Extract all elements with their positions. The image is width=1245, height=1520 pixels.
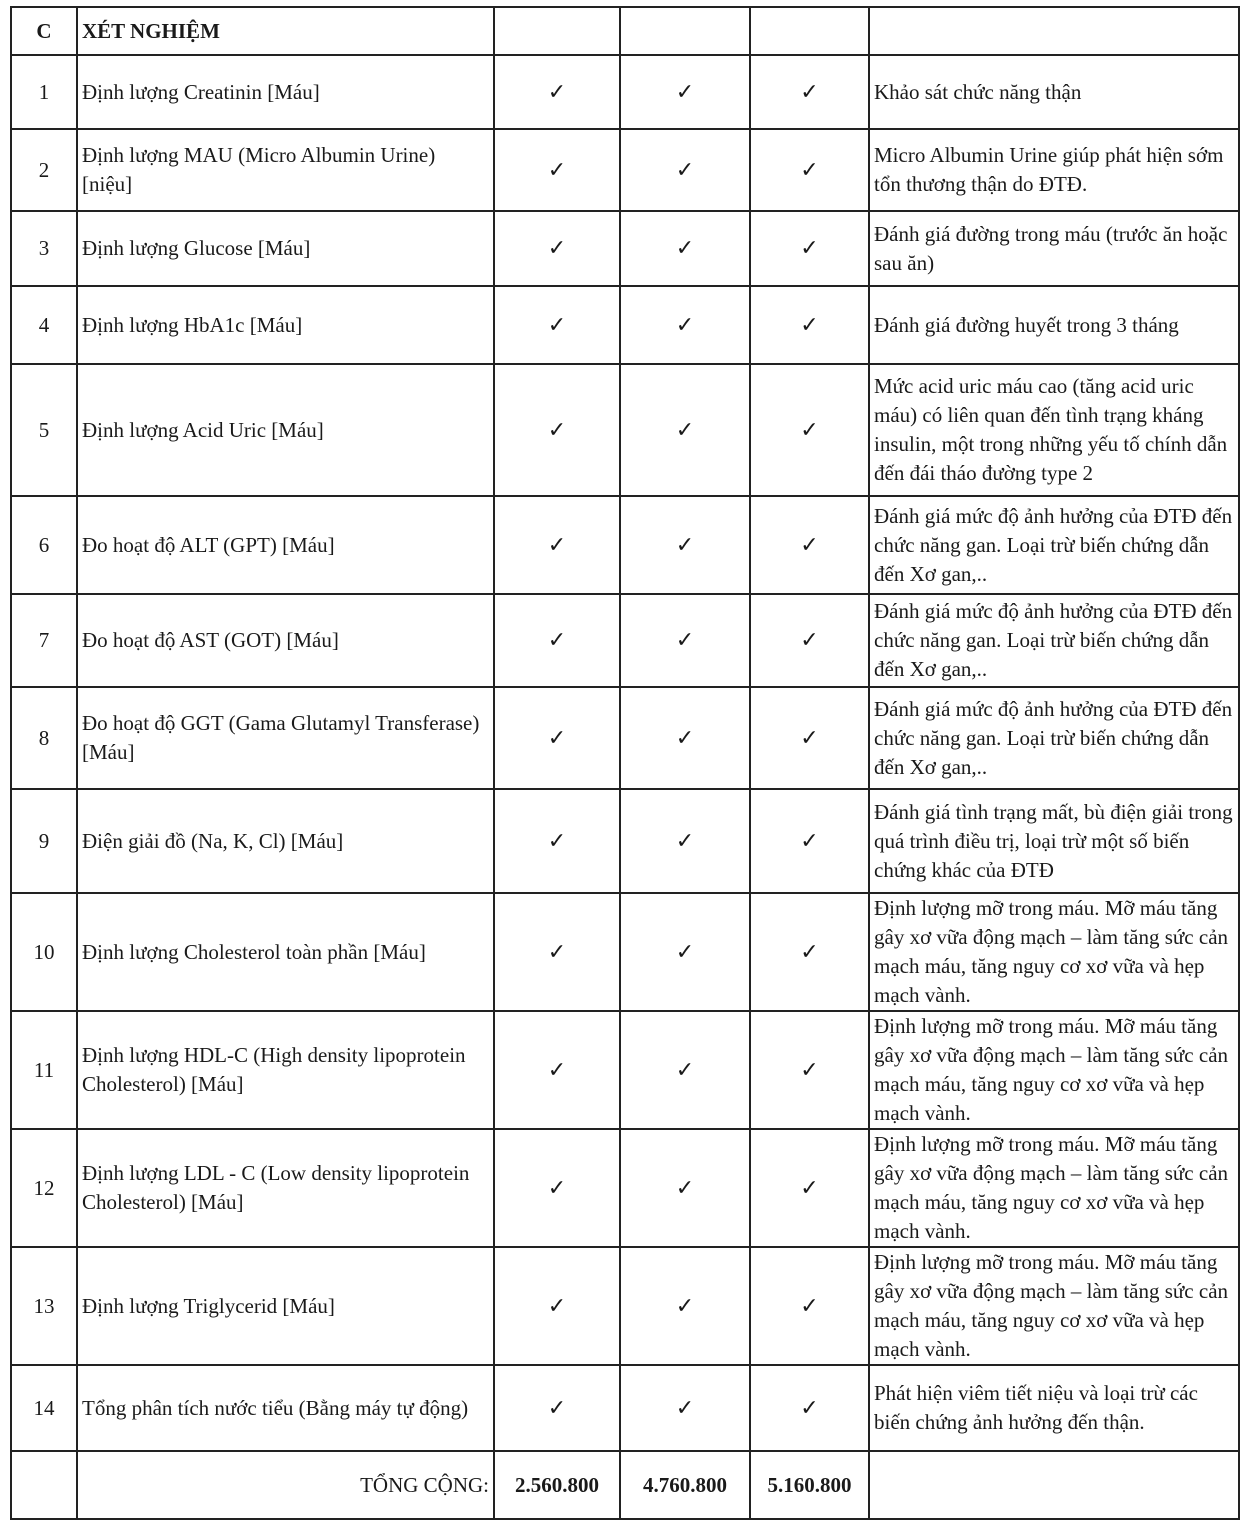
package-1-check: ✓: [494, 286, 620, 364]
package-3-check: ✓: [750, 129, 869, 211]
test-name: Định lượng Creatinin [Máu]: [77, 55, 494, 129]
package-3-check: ✓: [750, 211, 869, 286]
test-note: Phát hiện viêm tiết niệu và loại trừ các biến chứng ảnh hưởng đến thận.: [869, 1365, 1239, 1451]
package-2-check: ✓: [620, 594, 750, 687]
table-row: [11, 1011, 1239, 1129]
package-3-check: ✓: [750, 1247, 869, 1365]
table-row: [11, 1129, 1239, 1247]
package-1-check: ✓: [494, 594, 620, 687]
package-2-check: ✓: [620, 687, 750, 789]
table-row: [11, 594, 1239, 687]
package-3-check: ✓: [750, 1365, 869, 1451]
test-name: Điện giải đồ (Na, K, Cl) [Máu]: [77, 789, 494, 893]
table-row: [11, 211, 1239, 286]
test-name: Định lượng Glucose [Máu]: [77, 211, 494, 286]
row-number: 2: [11, 129, 77, 211]
package-2-check: ✓: [620, 893, 750, 1011]
test-note: Mức acid uric máu cao (tăng acid uric máu) có liên quan đến tình trạng kháng insulin, một trong những yếu tố chính dẫn đến đái tháo đường type 2: [869, 364, 1239, 496]
test-note: Đánh giá mức độ ảnh hưởng của ĐTĐ đến chức năng gan. Loại trừ biến chứng dẫn đến Xơ gan,..: [869, 594, 1239, 687]
test-note: Định lượng mỡ trong máu. Mỡ máu tăng gây xơ vữa động mạch – làm tăng sức cản mạch máu, tăng nguy cơ xơ vữa và hẹp mạch vành.: [869, 893, 1239, 1011]
lab-tests-table: [10, 6, 1240, 1520]
test-note: Đánh giá mức độ ảnh hưởng của ĐTĐ đến chức năng gan. Loại trừ biến chứng dẫn đến Xơ gan,..: [869, 687, 1239, 789]
row-number: 5: [11, 364, 77, 496]
table-row: [11, 893, 1239, 1011]
package-2-check: ✓: [620, 1247, 750, 1365]
package-1-check: ✓: [494, 55, 620, 129]
section-title: XÉT NGHIỆM: [77, 7, 494, 55]
table-row: [11, 364, 1239, 496]
row-number: 8: [11, 687, 77, 789]
package-1-check: ✓: [494, 1365, 620, 1451]
section-header-row: [11, 7, 1239, 55]
package-1-check: ✓: [494, 1011, 620, 1129]
package-2-check: ✓: [620, 789, 750, 893]
total-label: TỔNG CỘNG:: [77, 1451, 494, 1519]
test-note: Định lượng mỡ trong máu. Mỡ máu tăng gây xơ vữa động mạch – làm tăng sức cản mạch máu, tăng nguy cơ xơ vữa và hẹp mạch vành.: [869, 1011, 1239, 1129]
test-name: Định lượng HDL-C (High density lipoprotein Cholesterol) [Máu]: [77, 1011, 494, 1129]
row-number: 3: [11, 211, 77, 286]
test-name: Định lượng HbA1c [Máu]: [77, 286, 494, 364]
row-number: 14: [11, 1365, 77, 1451]
package-2-check: ✓: [620, 1365, 750, 1451]
total-row: [11, 1451, 1239, 1519]
empty-cell: [869, 1451, 1239, 1519]
row-number: 7: [11, 594, 77, 687]
package-1-check: ✓: [494, 687, 620, 789]
package-1-check: ✓: [494, 1129, 620, 1247]
empty-cell: [750, 7, 869, 55]
package-1-check: ✓: [494, 364, 620, 496]
package-1-check: ✓: [494, 129, 620, 211]
table-row: [11, 496, 1239, 594]
test-name: Định lượng Triglycerid [Máu]: [77, 1247, 494, 1365]
package-1-check: ✓: [494, 1247, 620, 1365]
test-name: Định lượng MAU (Micro Albumin Urine) [niệu]: [77, 129, 494, 211]
test-note: Đánh giá tình trạng mất, bù điện giải trong quá trình điều trị, loại trừ một số biến chứng khác của ĐTĐ: [869, 789, 1239, 893]
package-1-check: ✓: [494, 211, 620, 286]
test-name: Định lượng Cholesterol toàn phần [Máu]: [77, 893, 494, 1011]
table-row: [11, 286, 1239, 364]
total-value-package-3: 5.160.800: [750, 1451, 869, 1519]
package-1-check: ✓: [494, 789, 620, 893]
package-2-check: ✓: [620, 55, 750, 129]
table-row: [11, 1365, 1239, 1451]
test-note: Định lượng mỡ trong máu. Mỡ máu tăng gây xơ vữa động mạch – làm tăng sức cản mạch máu, tăng nguy cơ xơ vữa và hẹp mạch vành.: [869, 1129, 1239, 1247]
test-note: Đánh giá mức độ ảnh hưởng của ĐTĐ đến chức năng gan. Loại trừ biến chứng dẫn đến Xơ gan,..: [869, 496, 1239, 594]
test-name: Đo hoạt độ ALT (GPT) [Máu]: [77, 496, 494, 594]
package-3-check: ✓: [750, 364, 869, 496]
row-number: 9: [11, 789, 77, 893]
package-2-check: ✓: [620, 364, 750, 496]
total-value-package-2: 4.760.800: [620, 1451, 750, 1519]
test-name: Đo hoạt độ AST (GOT) [Máu]: [77, 594, 494, 687]
test-note: Đánh giá đường trong máu (trước ăn hoặc sau ăn): [869, 211, 1239, 286]
package-2-check: ✓: [620, 211, 750, 286]
test-note: Đánh giá đường huyết trong 3 tháng: [869, 286, 1239, 364]
table-row: [11, 687, 1239, 789]
package-2-check: ✓: [620, 496, 750, 594]
row-number: 10: [11, 893, 77, 1011]
package-3-check: ✓: [750, 496, 869, 594]
package-2-check: ✓: [620, 1011, 750, 1129]
test-note: Khảo sát chức năng thận: [869, 55, 1239, 129]
package-2-check: ✓: [620, 1129, 750, 1247]
table-row: [11, 129, 1239, 211]
package-1-check: ✓: [494, 496, 620, 594]
package-3-check: ✓: [750, 1129, 869, 1247]
row-number: 4: [11, 286, 77, 364]
package-3-check: ✓: [750, 286, 869, 364]
test-name: Đo hoạt độ GGT (Gama Glutamyl Transferase) [Máu]: [77, 687, 494, 789]
test-name: Tổng phân tích nước tiểu (Bằng máy tự động): [77, 1365, 494, 1451]
package-2-check: ✓: [620, 286, 750, 364]
row-number: 6: [11, 496, 77, 594]
package-2-check: ✓: [620, 129, 750, 211]
empty-cell: [869, 7, 1239, 55]
table-row: [11, 55, 1239, 129]
package-3-check: ✓: [750, 55, 869, 129]
table-row: [11, 789, 1239, 893]
row-number: 13: [11, 1247, 77, 1365]
package-3-check: ✓: [750, 687, 869, 789]
package-3-check: ✓: [750, 789, 869, 893]
table-row: [11, 1247, 1239, 1365]
empty-cell: [11, 1451, 77, 1519]
row-number: 11: [11, 1011, 77, 1129]
package-3-check: ✓: [750, 594, 869, 687]
empty-cell: [620, 7, 750, 55]
package-3-check: ✓: [750, 893, 869, 1011]
test-note: Micro Albumin Urine giúp phát hiện sớm tổn thương thận do ĐTĐ.: [869, 129, 1239, 211]
total-value-package-1: 2.560.800: [494, 1451, 620, 1519]
section-code: C: [11, 7, 77, 55]
empty-cell: [494, 7, 620, 55]
test-note: Định lượng mỡ trong máu. Mỡ máu tăng gây xơ vữa động mạch – làm tăng sức cản mạch máu, tăng nguy cơ xơ vữa và hẹp mạch vành.: [869, 1247, 1239, 1365]
test-name: Định lượng LDL - C (Low density lipoprotein Cholesterol) [Máu]: [77, 1129, 494, 1247]
row-number: 12: [11, 1129, 77, 1247]
package-1-check: ✓: [494, 893, 620, 1011]
test-name: Định lượng Acid Uric [Máu]: [77, 364, 494, 496]
row-number: 1: [11, 55, 77, 129]
package-3-check: ✓: [750, 1011, 869, 1129]
